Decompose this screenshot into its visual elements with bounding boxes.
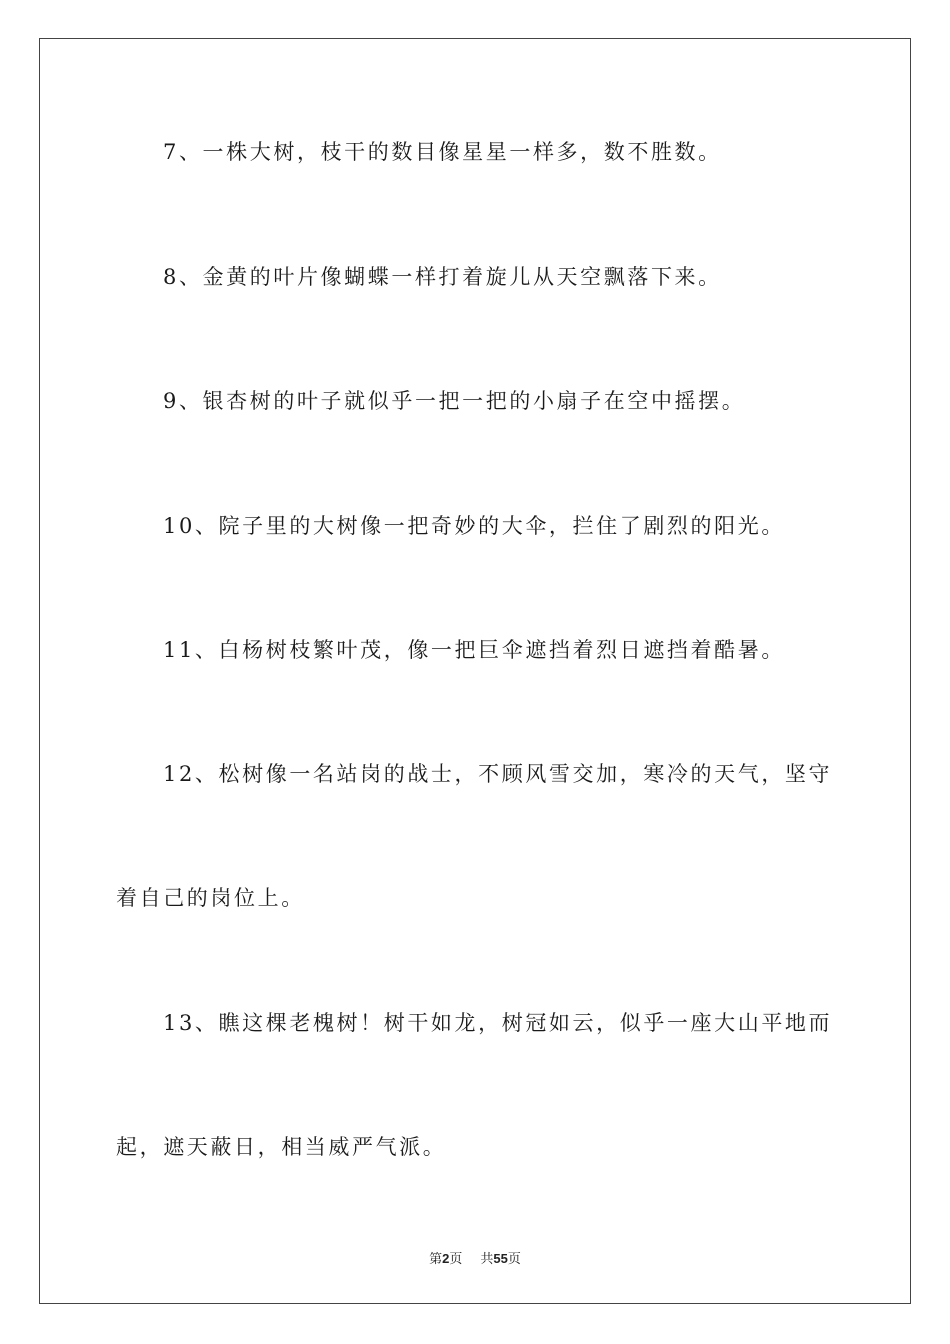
page-number: 2 [442, 1251, 450, 1266]
paragraph-13-line-1: 13、瞧这棵老槐树！树干如龙，树冠如云，似乎一座大山平地而 [163, 1011, 833, 1035]
paragraph-13-line-2: 起，遮天蔽日，相当威严气派。 [116, 1135, 447, 1159]
page-frame [39, 38, 911, 1304]
page-footer [0, 1248, 950, 1267]
paragraph-9: 9、银杏树的叶子就似乎一把一把的小扇子在空中摇摆。 [163, 389, 746, 413]
paragraph-8: 8、金黄的叶片像蝴蝶一样打着旋儿从天空飘落下来。 [163, 265, 722, 289]
paragraph-10: 10、院子里的大树像一把奇妙的大伞，拦住了剧烈的阳光。 [163, 514, 785, 538]
paragraph-12-line-1: 12、松树像一名站岗的战士，不顾风雪交加，寒冷的天气，坚守 [163, 762, 833, 786]
total-pages: 55 [493, 1251, 508, 1266]
page-suffix: 页 [449, 1252, 463, 1267]
paragraph-12-line-2: 着自己的岗位上。 [116, 886, 305, 910]
total-prefix: 共 [480, 1252, 494, 1267]
paragraph-7: 7、一株大树，枝干的数目像星星一样多，数不胜数。 [163, 140, 722, 164]
total-suffix: 页 [507, 1252, 521, 1267]
paragraph-11: 11、白杨树枝繁叶茂，像一把巨伞遮挡着烈日遮挡着酷暑。 [163, 638, 785, 662]
page-prefix: 第 [429, 1252, 443, 1267]
